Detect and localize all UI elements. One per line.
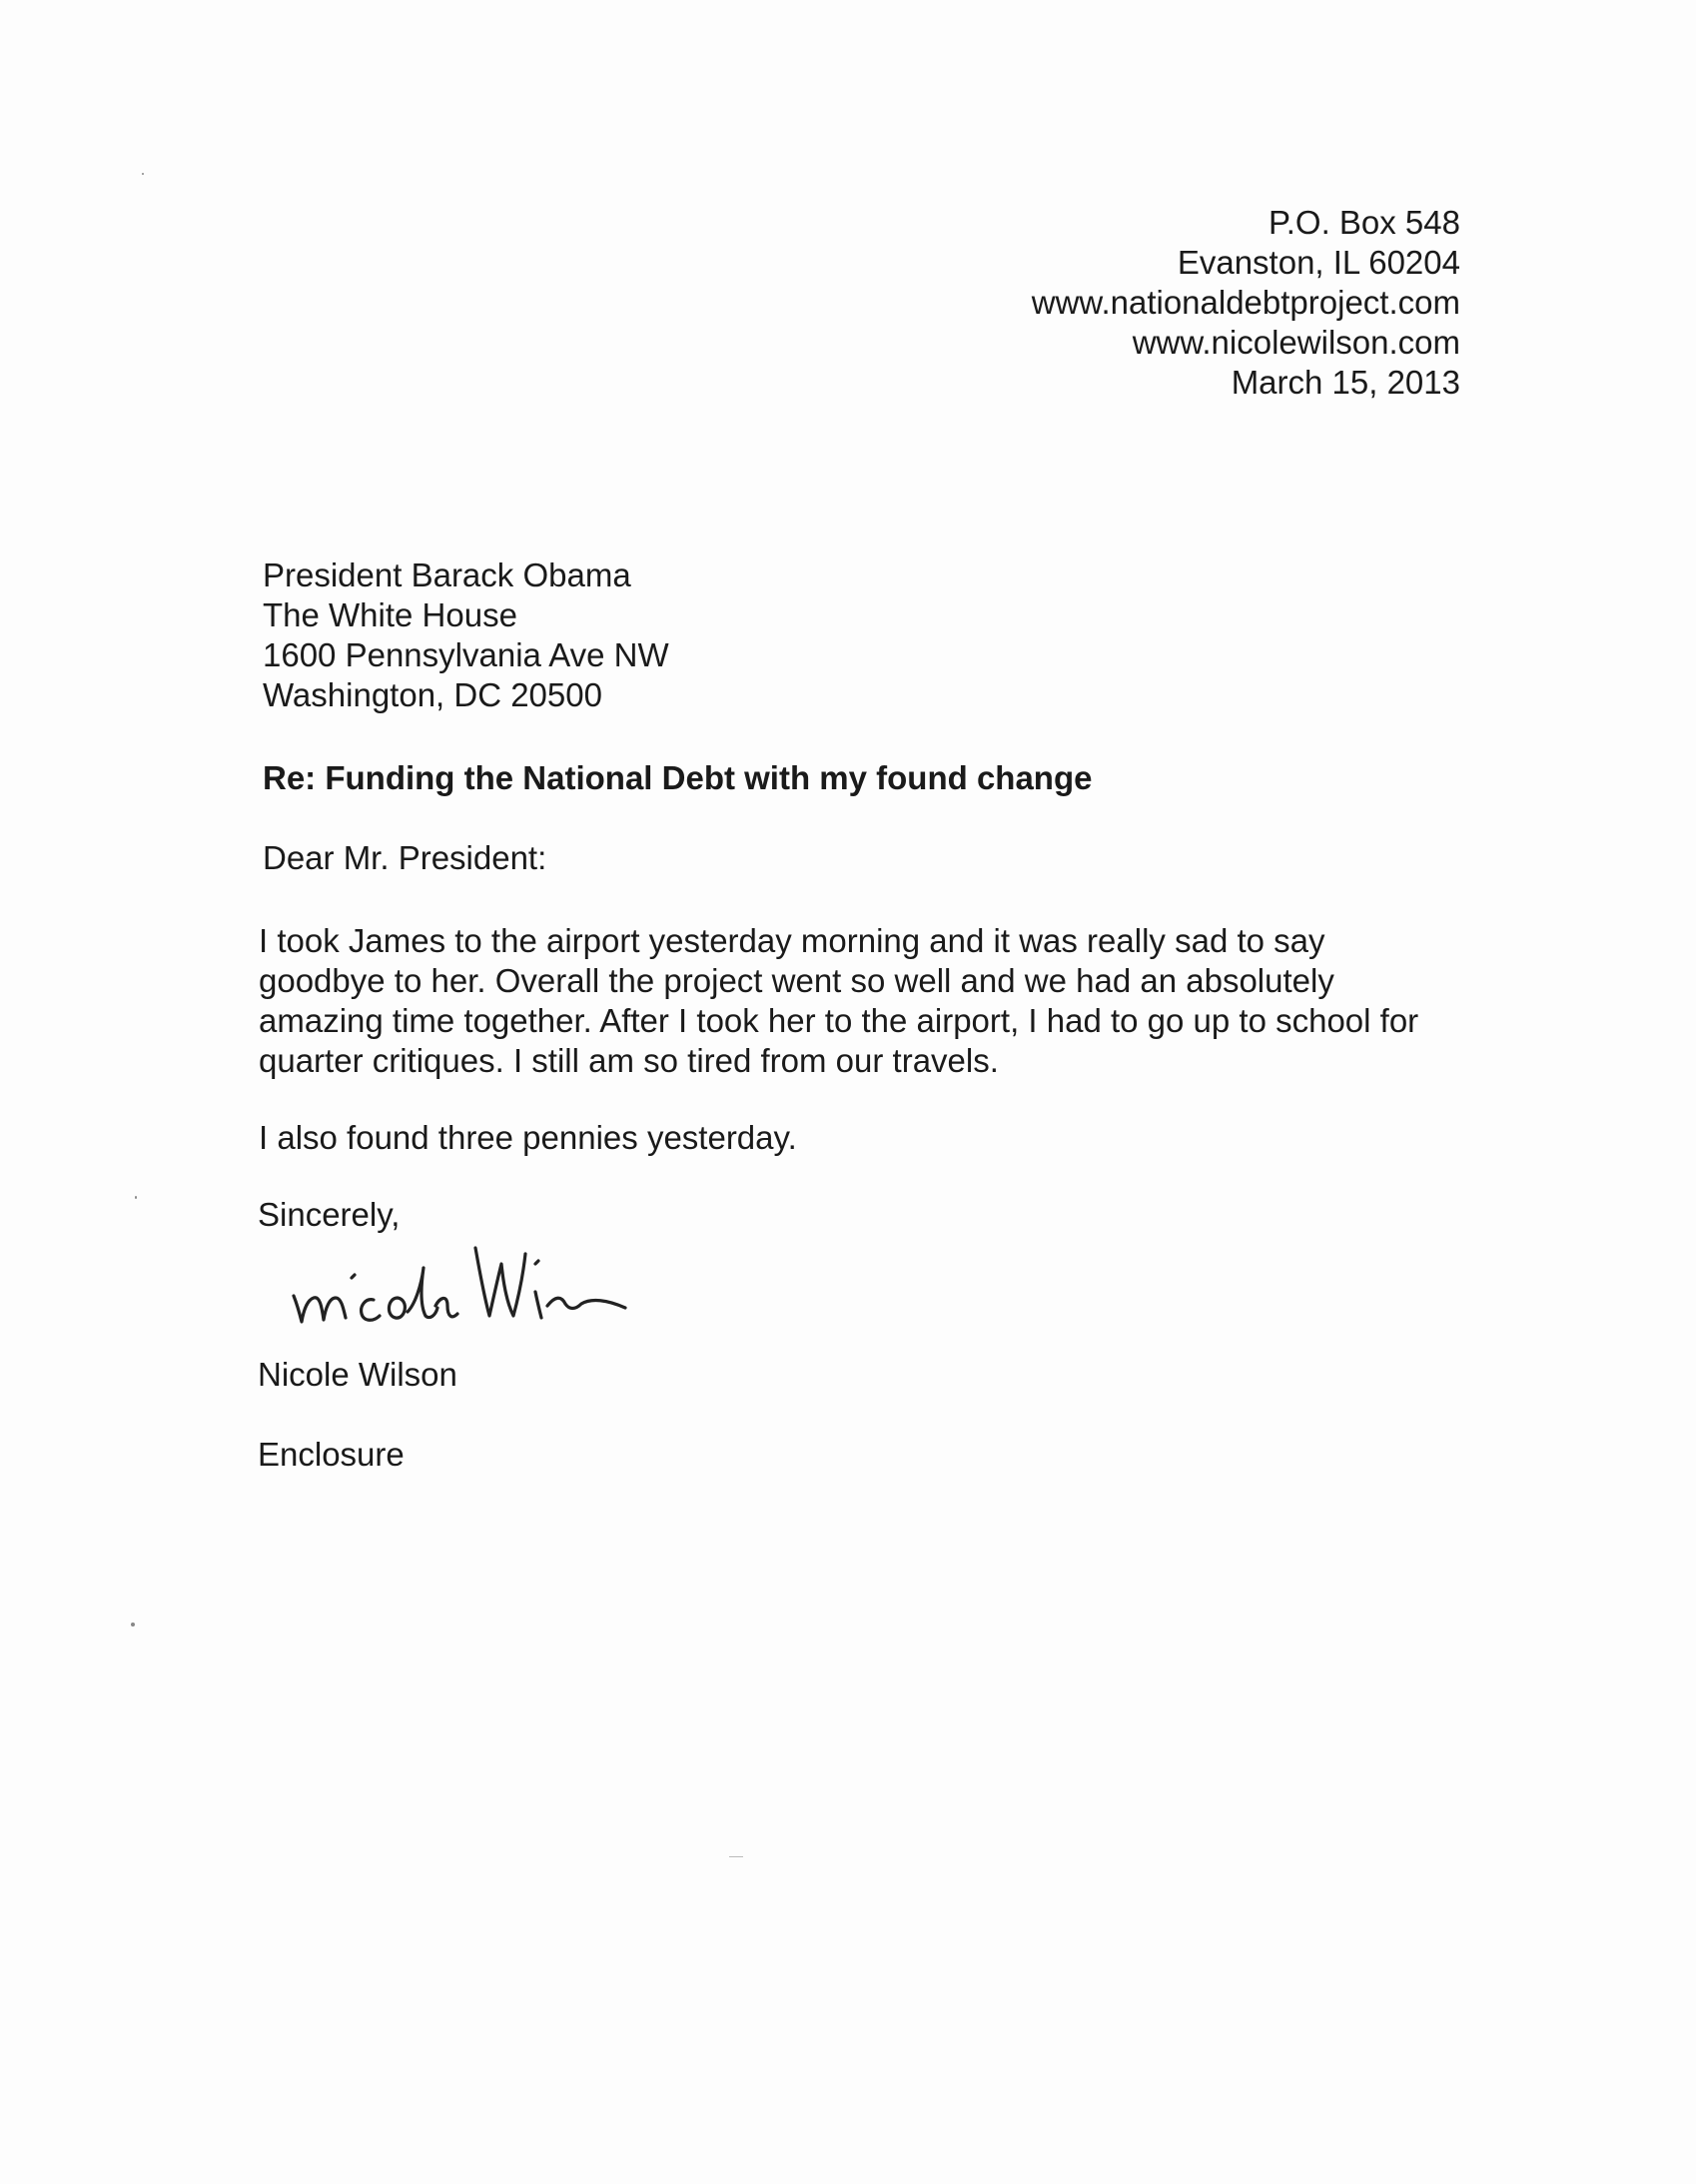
- enclosure-notation: Enclosure: [258, 1436, 405, 1473]
- scan-speck: [131, 1623, 135, 1627]
- recipient-street: 1600 Pennsylvania Ave NW: [263, 636, 669, 673]
- scan-speck: [142, 173, 144, 175]
- signer-name: Nicole Wilson: [258, 1356, 457, 1393]
- subject-line: Re: Funding the National Debt with my found change: [263, 759, 1093, 796]
- scan-speck: [729, 1856, 743, 1857]
- handwritten-signature: [290, 1234, 659, 1344]
- body-line: I took James to the airport yesterday morning and it was really sad to say: [259, 922, 1325, 959]
- closing: Sincerely,: [258, 1196, 401, 1233]
- recipient-city-state-zip: Washington, DC 20500: [263, 676, 602, 713]
- body-paragraph-1: [259, 921, 1457, 1081]
- sender-po-box: P.O. Box 548: [1268, 204, 1460, 241]
- sender-city-state-zip: Evanston, IL 60204: [1177, 244, 1460, 281]
- sender-website-national-debt: www.nationaldebtproject.com: [1031, 284, 1460, 321]
- body-line: amazing time together. After I took her to the airport, I had to go up to school for: [259, 1002, 1419, 1039]
- recipient-organization: The White House: [263, 596, 517, 633]
- body-line: goodbye to her. Overall the project went so well and we had an absolutely: [259, 962, 1334, 999]
- body-paragraph-2: I also found three pennies yesterday.: [259, 1119, 797, 1156]
- salutation: Dear Mr. President:: [263, 839, 547, 876]
- recipient-address-block: [263, 555, 669, 715]
- scan-speck: [135, 1196, 137, 1199]
- recipient-name: President Barack Obama: [263, 556, 631, 593]
- letter-date: March 15, 2013: [1231, 364, 1460, 401]
- sender-website-personal: www.nicolewilson.com: [1132, 324, 1460, 361]
- sender-address-block: [1032, 203, 1460, 403]
- body-line: quarter critiques. I still am so tired from our travels.: [259, 1042, 999, 1079]
